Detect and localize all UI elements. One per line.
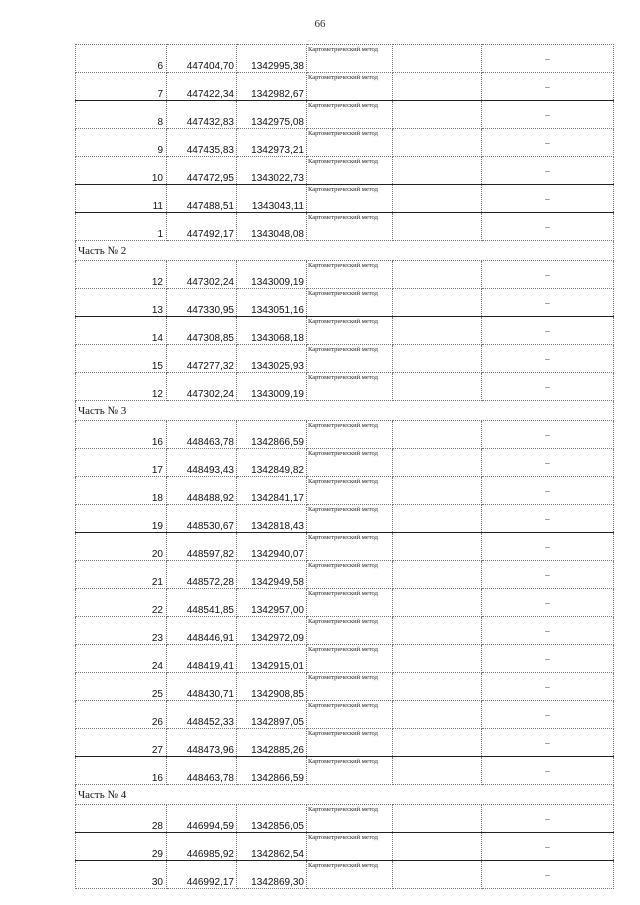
method-cell: Картометрический метод	[307, 701, 393, 729]
method-cell: Картометрический метод	[307, 317, 393, 345]
x-coordinate-cell: 446994,59	[167, 805, 237, 833]
y-coordinate-cell: 1342866,59	[237, 421, 307, 449]
dash-cell: –	[482, 289, 614, 317]
dash-cell: –	[482, 157, 614, 185]
y-coordinate-cell: 1342957,00	[237, 589, 307, 617]
table-row	[76, 477, 614, 505]
method-cell: Картометрический метод	[307, 45, 393, 73]
point-number-cell: 16	[76, 421, 167, 449]
table-row	[76, 833, 614, 861]
table-row	[76, 129, 614, 157]
x-coordinate-cell: 447435,83	[167, 129, 237, 157]
point-number-cell: 13	[76, 289, 167, 317]
empty-cell	[393, 185, 482, 213]
x-coordinate-cell: 447404,70	[167, 45, 237, 73]
dash-cell: –	[482, 73, 614, 101]
empty-cell	[393, 129, 482, 157]
y-coordinate-cell: 1342897,05	[237, 701, 307, 729]
method-cell: Картометрический метод	[307, 157, 393, 185]
x-coordinate-cell: 447302,24	[167, 373, 237, 401]
dash-cell: –	[482, 317, 614, 345]
empty-cell	[393, 833, 482, 861]
empty-cell	[393, 345, 482, 373]
empty-cell	[393, 449, 482, 477]
table-row	[76, 617, 614, 645]
x-coordinate-cell: 448473,96	[167, 729, 237, 757]
x-coordinate-cell: 447422,34	[167, 73, 237, 101]
method-cell: Картометрический метод	[307, 449, 393, 477]
point-number-cell: 25	[76, 673, 167, 701]
dash-cell: –	[482, 185, 614, 213]
x-coordinate-cell: 447277,32	[167, 345, 237, 373]
y-coordinate-cell: 1342973,21	[237, 129, 307, 157]
method-cell: Картометрический метод	[307, 129, 393, 157]
point-number-cell: 26	[76, 701, 167, 729]
empty-cell	[393, 157, 482, 185]
coordinates-table	[75, 44, 614, 889]
table-row	[76, 805, 614, 833]
point-number-cell: 12	[76, 373, 167, 401]
empty-cell	[393, 701, 482, 729]
y-coordinate-cell: 1343009,19	[237, 261, 307, 289]
y-coordinate-cell: 1343068,18	[237, 317, 307, 345]
empty-cell	[393, 101, 482, 129]
y-coordinate-cell: 1342975,08	[237, 101, 307, 129]
table-row	[76, 101, 614, 129]
x-coordinate-cell: 448446,91	[167, 617, 237, 645]
y-coordinate-cell: 1343022,73	[237, 157, 307, 185]
table-row	[76, 185, 614, 213]
dash-cell: –	[482, 477, 614, 505]
table-row	[76, 373, 614, 401]
y-coordinate-cell: 1342995,38	[237, 45, 307, 73]
empty-cell	[393, 261, 482, 289]
table-row	[76, 505, 614, 533]
point-number-cell: 9	[76, 129, 167, 157]
dash-cell: –	[482, 833, 614, 861]
point-number-cell: 27	[76, 729, 167, 757]
y-coordinate-cell: 1343043,11	[237, 185, 307, 213]
method-cell: Картометрический метод	[307, 505, 393, 533]
table-row	[76, 449, 614, 477]
empty-cell	[393, 533, 482, 561]
y-coordinate-cell: 1342862,54	[237, 833, 307, 861]
empty-cell	[393, 617, 482, 645]
x-coordinate-cell: 448541,85	[167, 589, 237, 617]
method-cell: Картометрический метод	[307, 477, 393, 505]
method-cell: Картометрический метод	[307, 805, 393, 833]
empty-cell	[393, 673, 482, 701]
y-coordinate-cell: 1342949,58	[237, 561, 307, 589]
point-number-cell: 17	[76, 449, 167, 477]
empty-cell	[393, 213, 482, 241]
empty-cell	[393, 421, 482, 449]
method-cell: Картометрический метод	[307, 73, 393, 101]
table-row	[76, 345, 614, 373]
point-number-cell: 18	[76, 477, 167, 505]
x-coordinate-cell: 448452,33	[167, 701, 237, 729]
x-coordinate-cell: 448488,92	[167, 477, 237, 505]
point-number-cell: 7	[76, 73, 167, 101]
dash-cell: –	[482, 533, 614, 561]
table-row	[76, 317, 614, 345]
point-number-cell: 1	[76, 213, 167, 241]
y-coordinate-cell: 1343051,16	[237, 289, 307, 317]
y-coordinate-cell: 1342841,17	[237, 477, 307, 505]
y-coordinate-cell: 1342885,26	[237, 729, 307, 757]
x-coordinate-cell: 446992,17	[167, 861, 237, 889]
dash-cell: –	[482, 561, 614, 589]
part-header-row	[76, 401, 614, 421]
point-number-cell: 30	[76, 861, 167, 889]
point-number-cell: 19	[76, 505, 167, 533]
table-row	[76, 757, 614, 785]
y-coordinate-cell: 1342940,07	[237, 533, 307, 561]
y-coordinate-cell: 1342982,67	[237, 73, 307, 101]
dash-cell: –	[482, 45, 614, 73]
dash-cell: –	[482, 345, 614, 373]
table-row	[76, 45, 614, 73]
empty-cell	[393, 505, 482, 533]
dash-cell: –	[482, 505, 614, 533]
x-coordinate-cell: 447492,17	[167, 213, 237, 241]
empty-cell	[393, 645, 482, 673]
dash-cell: –	[482, 421, 614, 449]
table-row	[76, 701, 614, 729]
point-number-cell: 21	[76, 561, 167, 589]
table-row	[76, 73, 614, 101]
part-title: Часть № 4	[76, 785, 614, 805]
table-row	[76, 157, 614, 185]
x-coordinate-cell: 448530,67	[167, 505, 237, 533]
x-coordinate-cell: 448419,41	[167, 645, 237, 673]
part-header-row	[76, 785, 614, 805]
dash-cell: –	[482, 449, 614, 477]
method-cell: Картометрический метод	[307, 757, 393, 785]
empty-cell	[393, 289, 482, 317]
point-number-cell: 14	[76, 317, 167, 345]
dash-cell: –	[482, 129, 614, 157]
table-row	[76, 289, 614, 317]
method-cell: Картометрический метод	[307, 261, 393, 289]
method-cell: Картометрический метод	[307, 101, 393, 129]
method-cell: Картометрический метод	[307, 373, 393, 401]
part-title: Часть № 2	[76, 241, 614, 261]
y-coordinate-cell: 1342869,30	[237, 861, 307, 889]
table-row	[76, 645, 614, 673]
y-coordinate-cell: 1342915,01	[237, 645, 307, 673]
point-number-cell: 24	[76, 645, 167, 673]
point-number-cell: 20	[76, 533, 167, 561]
method-cell: Картометрический метод	[307, 185, 393, 213]
part-title: Часть № 3	[76, 401, 614, 421]
dash-cell: –	[482, 213, 614, 241]
empty-cell	[393, 561, 482, 589]
y-coordinate-cell: 1342866,59	[237, 757, 307, 785]
method-cell: Картометрический метод	[307, 645, 393, 673]
table-row	[76, 213, 614, 241]
x-coordinate-cell: 447308,85	[167, 317, 237, 345]
method-cell: Картометрический метод	[307, 213, 393, 241]
x-coordinate-cell: 447330,95	[167, 289, 237, 317]
dash-cell: –	[482, 373, 614, 401]
point-number-cell: 12	[76, 261, 167, 289]
point-number-cell: 11	[76, 185, 167, 213]
x-coordinate-cell: 446985,92	[167, 833, 237, 861]
dash-cell: –	[482, 589, 614, 617]
point-number-cell: 22	[76, 589, 167, 617]
dash-cell: –	[482, 645, 614, 673]
x-coordinate-cell: 447472,95	[167, 157, 237, 185]
method-cell: Картометрический метод	[307, 289, 393, 317]
method-cell: Картометрический метод	[307, 729, 393, 757]
y-coordinate-cell: 1343048,08	[237, 213, 307, 241]
dash-cell: –	[482, 861, 614, 889]
empty-cell	[393, 317, 482, 345]
table-row	[76, 589, 614, 617]
x-coordinate-cell: 447488,51	[167, 185, 237, 213]
empty-cell	[393, 45, 482, 73]
point-number-cell: 16	[76, 757, 167, 785]
empty-cell	[393, 477, 482, 505]
empty-cell	[393, 805, 482, 833]
method-cell: Картометрический метод	[307, 673, 393, 701]
empty-cell	[393, 373, 482, 401]
point-number-cell: 28	[76, 805, 167, 833]
method-cell: Картометрический метод	[307, 561, 393, 589]
empty-cell	[393, 589, 482, 617]
y-coordinate-cell: 1343009,19	[237, 373, 307, 401]
method-cell: Картометрический метод	[307, 861, 393, 889]
y-coordinate-cell: 1342818,43	[237, 505, 307, 533]
y-coordinate-cell: 1342972,09	[237, 617, 307, 645]
x-coordinate-cell: 447302,24	[167, 261, 237, 289]
point-number-cell: 10	[76, 157, 167, 185]
dash-cell: –	[482, 729, 614, 757]
point-number-cell: 29	[76, 833, 167, 861]
point-number-cell: 8	[76, 101, 167, 129]
empty-cell	[393, 73, 482, 101]
dash-cell: –	[482, 701, 614, 729]
dash-cell: –	[482, 101, 614, 129]
y-coordinate-cell: 1342849,82	[237, 449, 307, 477]
table-row	[76, 261, 614, 289]
method-cell: Картометрический метод	[307, 345, 393, 373]
part-header-row	[76, 241, 614, 261]
y-coordinate-cell: 1342856,05	[237, 805, 307, 833]
page-number: 66	[314, 18, 326, 30]
method-cell: Картометрический метод	[307, 833, 393, 861]
x-coordinate-cell: 448493,43	[167, 449, 237, 477]
y-coordinate-cell: 1343025,93	[237, 345, 307, 373]
table-row	[76, 673, 614, 701]
method-cell: Картометрический метод	[307, 589, 393, 617]
empty-cell	[393, 729, 482, 757]
empty-cell	[393, 757, 482, 785]
dash-cell: –	[482, 673, 614, 701]
x-coordinate-cell: 448572,28	[167, 561, 237, 589]
empty-cell	[393, 861, 482, 889]
table-row	[76, 421, 614, 449]
y-coordinate-cell: 1342908,85	[237, 673, 307, 701]
dash-cell: –	[482, 757, 614, 785]
dash-cell: –	[482, 261, 614, 289]
table-row	[76, 561, 614, 589]
dash-cell: –	[482, 805, 614, 833]
method-cell: Картометрический метод	[307, 533, 393, 561]
x-coordinate-cell: 448463,78	[167, 421, 237, 449]
method-cell: Картометрический метод	[307, 617, 393, 645]
table-row	[76, 729, 614, 757]
dash-cell: –	[482, 617, 614, 645]
x-coordinate-cell: 448597,82	[167, 533, 237, 561]
x-coordinate-cell: 448430,71	[167, 673, 237, 701]
method-cell: Картометрический метод	[307, 421, 393, 449]
point-number-cell: 6	[76, 45, 167, 73]
table-row	[76, 533, 614, 561]
point-number-cell: 23	[76, 617, 167, 645]
table-row	[76, 861, 614, 889]
x-coordinate-cell: 447432,83	[167, 101, 237, 129]
point-number-cell: 15	[76, 345, 167, 373]
x-coordinate-cell: 448463,78	[167, 757, 237, 785]
coordinates-table-body	[76, 45, 614, 889]
